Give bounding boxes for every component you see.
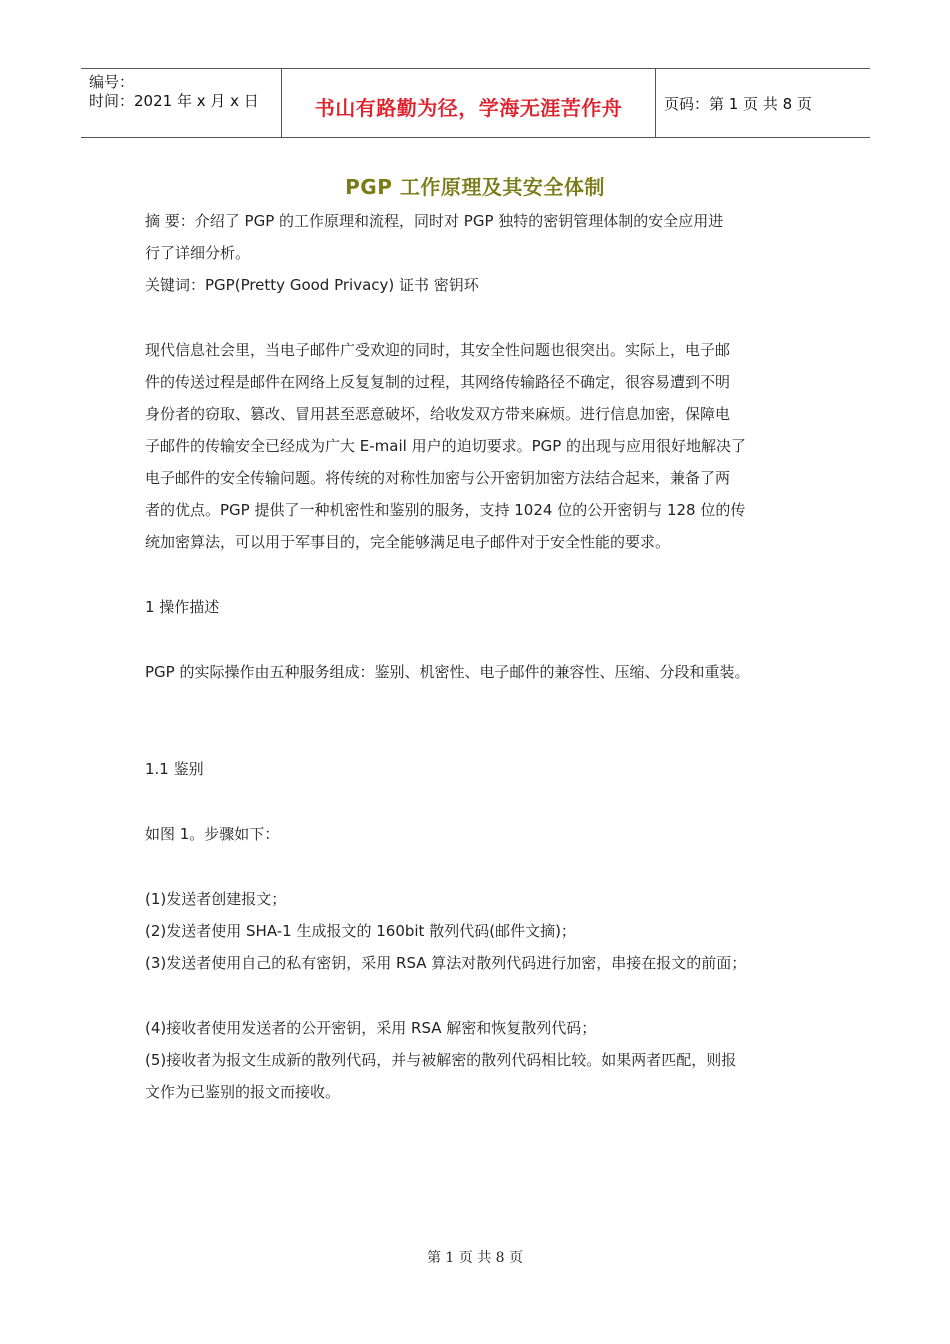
step-item: (2)发送者使用 SHA-1 生成报文的 160bit 散列代码(邮件文摘)；	[145, 922, 576, 940]
section-heading: 1 操作描述	[145, 598, 220, 616]
header-page-cell	[655, 69, 870, 137]
page-footer: 第 1 页 共 8 页	[426, 1250, 524, 1266]
header-motto: 书山有路勤为径，学海无涯苦作舟	[314, 96, 623, 120]
document-date-label: 时间：2021 年 x 月 x 日	[89, 92, 259, 110]
keywords-line: 关键词：PGP(Pretty Good Privacy) 证书 密钥环	[145, 276, 479, 294]
document-title: PGP 工作原理及其安全体制	[345, 175, 605, 199]
paragraph-line: 现代信息社会里，当电子邮件广受欢迎的同时，其安全性问题也很突出。实际上，电子邮	[145, 341, 731, 359]
paragraph-line: 者的优点。PGP 提供了一种机密性和鉴别的服务，支持 1024 位的公开密钥与 128 位的传	[145, 501, 746, 519]
paragraph-line: 身份者的窃取、篡改、冒用甚至恶意破坏，给收发双方带来麻烦。进行信息加密，保障电	[145, 405, 731, 423]
paragraph-line: 电子邮件的安全传输问题。将传统的对称性加密与公开密钥加密方法结合起来，兼备了两	[145, 469, 731, 487]
paragraph-line: 如图 1。步骤如下：	[145, 825, 280, 843]
step-item: 文作为已鉴别的报文而接收。	[145, 1083, 341, 1101]
subsection-heading: 1.1 鉴别	[145, 760, 204, 778]
abstract-line: 行了详细分析。	[145, 244, 251, 262]
step-item: (5)接收者为报文生成新的散列代码，并与被解密的散列代码相比较。如果两者匹配，则报	[145, 1051, 737, 1069]
header-meta-cell	[81, 69, 281, 137]
paragraph-line: PGP 的实际操作由五种服务组成：鉴别、机密性、电子邮件的兼容性、压缩、分段和重装。	[145, 663, 750, 681]
header-motto-cell	[281, 69, 656, 137]
paragraph-line: 统加密算法，可以用于军事目的，完全能够满足电子邮件对于安全性能的要求。	[145, 533, 671, 551]
step-item: (1)发送者创建报文；	[145, 890, 287, 908]
step-item: (4)接收者使用发送者的公开密钥，采用 RSA 解密和恢复散列代码；	[145, 1019, 597, 1037]
abstract-line: 摘 要：介绍了 PGP 的工作原理和流程，同时对 PGP 独特的密钥管理体制的安全应用进	[145, 212, 724, 230]
step-item: (3)发送者使用自己的私有密钥，采用 RSA 算法对散列代码进行加密，串接在报文的前面；	[145, 954, 747, 972]
paragraph-line: 子邮件的传输安全已经成为广大 E-mail 用户的迫切要求。PGP 的出现与应用很好地解决了	[145, 437, 747, 455]
document-number-label: 编号：	[89, 73, 135, 91]
header-page-number: 页码：第 1 页 共 8 页	[664, 95, 812, 113]
page-header	[81, 68, 870, 138]
paragraph-line: 件的传送过程是邮件在网络上反复复制的过程，其网络传输路径不确定，很容易遭到不明	[145, 373, 731, 391]
